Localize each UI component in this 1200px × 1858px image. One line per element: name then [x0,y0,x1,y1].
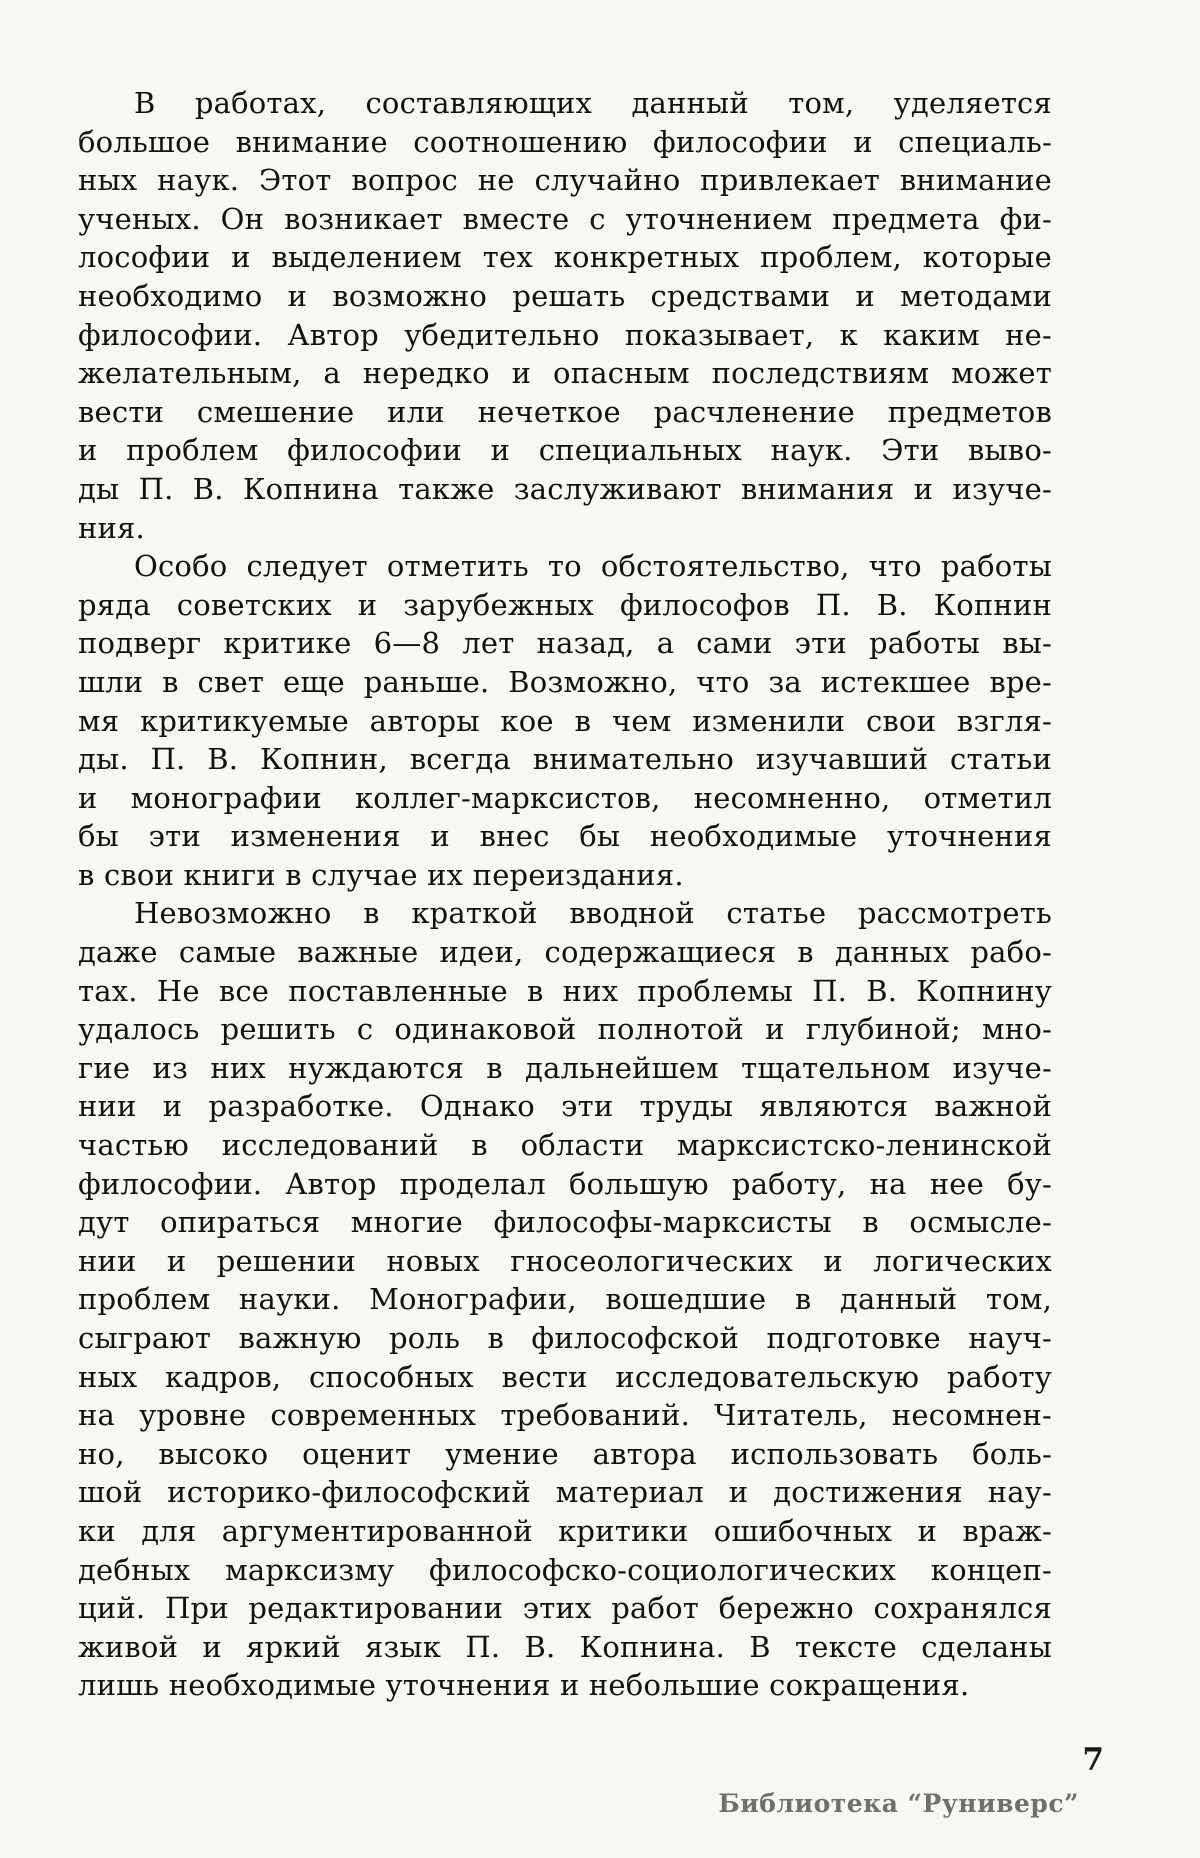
text-line: вести смешение или нечеткое расчленение предметов [78,394,1052,429]
text-line: ды П. В. Копнина также заслуживают внимания и изуче- [78,471,1052,506]
text-line: даже самые важные идеи, содержащиеся в данных рабо- [78,935,1052,970]
text-line: ки для аргументированной критики ошибочных и враж- [78,1513,1052,1548]
text-line: мя критикуемые авторы кое в чем изменили свои взгля- [78,703,1052,738]
library-watermark: Библиотека “Руниверс” [718,1789,1079,1818]
text-line: В работах, составляющих данный том, уделяется [134,86,1052,120]
text-line: ды. П. В. Копнин, всегда внимательно изучавший статьи [78,742,1052,777]
text-line: ций. При редактировании этих работ бережно сохранялся [78,1591,1052,1626]
text-line: лишь необходимые уточнения и небольшие сокращения. [78,1668,970,1703]
text-line: и проблем философии и специальных наук. Эти выво- [78,433,1052,468]
paragraph [78,894,1052,1704]
text-line: дебных марксизму философско-социологических концеп- [78,1552,1052,1587]
text-line: нии и разработке. Однако эти труды являются важной [78,1089,1052,1124]
text-line: Невозможно в краткой вводной статье рассмотреть [134,896,1052,931]
text-line: удалось решить с одинаковой полнотой и глубиной; мно- [78,1012,1052,1047]
text-line: желательным, а нередко и опасным последствиям может [78,356,1052,391]
text-line: дут опираться многие философы-марксисты в осмысле- [78,1205,1052,1240]
text-line: в свои книги в случае их переиздания. [78,857,684,892]
page-text [78,84,1052,1705]
text-line: лософии и выделением тех конкретных проблем, которые [78,240,1052,275]
text-line: гие из них нуждаются в дальнейшем тщательном изуче- [78,1050,1052,1085]
page-number: 7 [1082,1742,1104,1778]
text-line: тах. Не все поставленные в них проблемы П. В. Копнину [78,973,1052,1008]
text-line: подверг критике 6—8 лет назад, а сами эти работы вы- [78,626,1052,661]
text-line: нии и решении новых гносеологических и логических [78,1243,1052,1278]
text-line: большое внимание соотношению философии и специаль- [78,124,1052,159]
paragraph [78,84,1052,547]
text-line: ученых. Он возникает вместе с уточнением предмета фи- [78,201,1052,236]
text-line: ряда советских и зарубежных философов П. В. Копнин [78,587,1052,622]
text-line: но, высоко оценит умение автора использовать боль- [78,1436,1052,1471]
text-line: шли в свет еще раньше. Возможно, что за истекшее вре- [78,664,1052,699]
text-line: проблем науки. Монографии, вошедшие в данный том, [78,1282,1052,1317]
text-line: бы эти изменения и внес бы необходимые уточнения [78,819,1052,854]
text-line: частью исследований в области марксистско-ленинской [78,1128,1052,1163]
text-line: философии. Автор убедительно показывает, к каким не- [78,317,1052,352]
text-line: философии. Автор проделал большую работу, на нее бу- [78,1166,1052,1201]
text-line: сыграют важную роль в философской подготовке науч- [78,1321,1052,1355]
text-line: и монографии коллег-марксистов, несомненно, отметил [78,780,1052,815]
text-line: на уровне современных требований. Читатель, несомнен- [78,1398,1052,1433]
text-line: ных наук. Этот вопрос не случайно привлекает внимание [78,163,1052,198]
paragraph [78,547,1052,894]
text-line: Особо следует отметить то обстоятельство, что работы [134,549,1052,584]
text-line: ния. [78,510,145,545]
text-line: необходимо и возможно решать средствами и методами [78,278,1052,313]
text-line: ных кадров, способных вести исследовательскую работу [78,1359,1052,1394]
text-line: живой и яркий язык П. В. Копнина. В тексте сделаны [78,1629,1052,1664]
text-line: шой историко-философский материал и достижения нау- [78,1475,1052,1510]
